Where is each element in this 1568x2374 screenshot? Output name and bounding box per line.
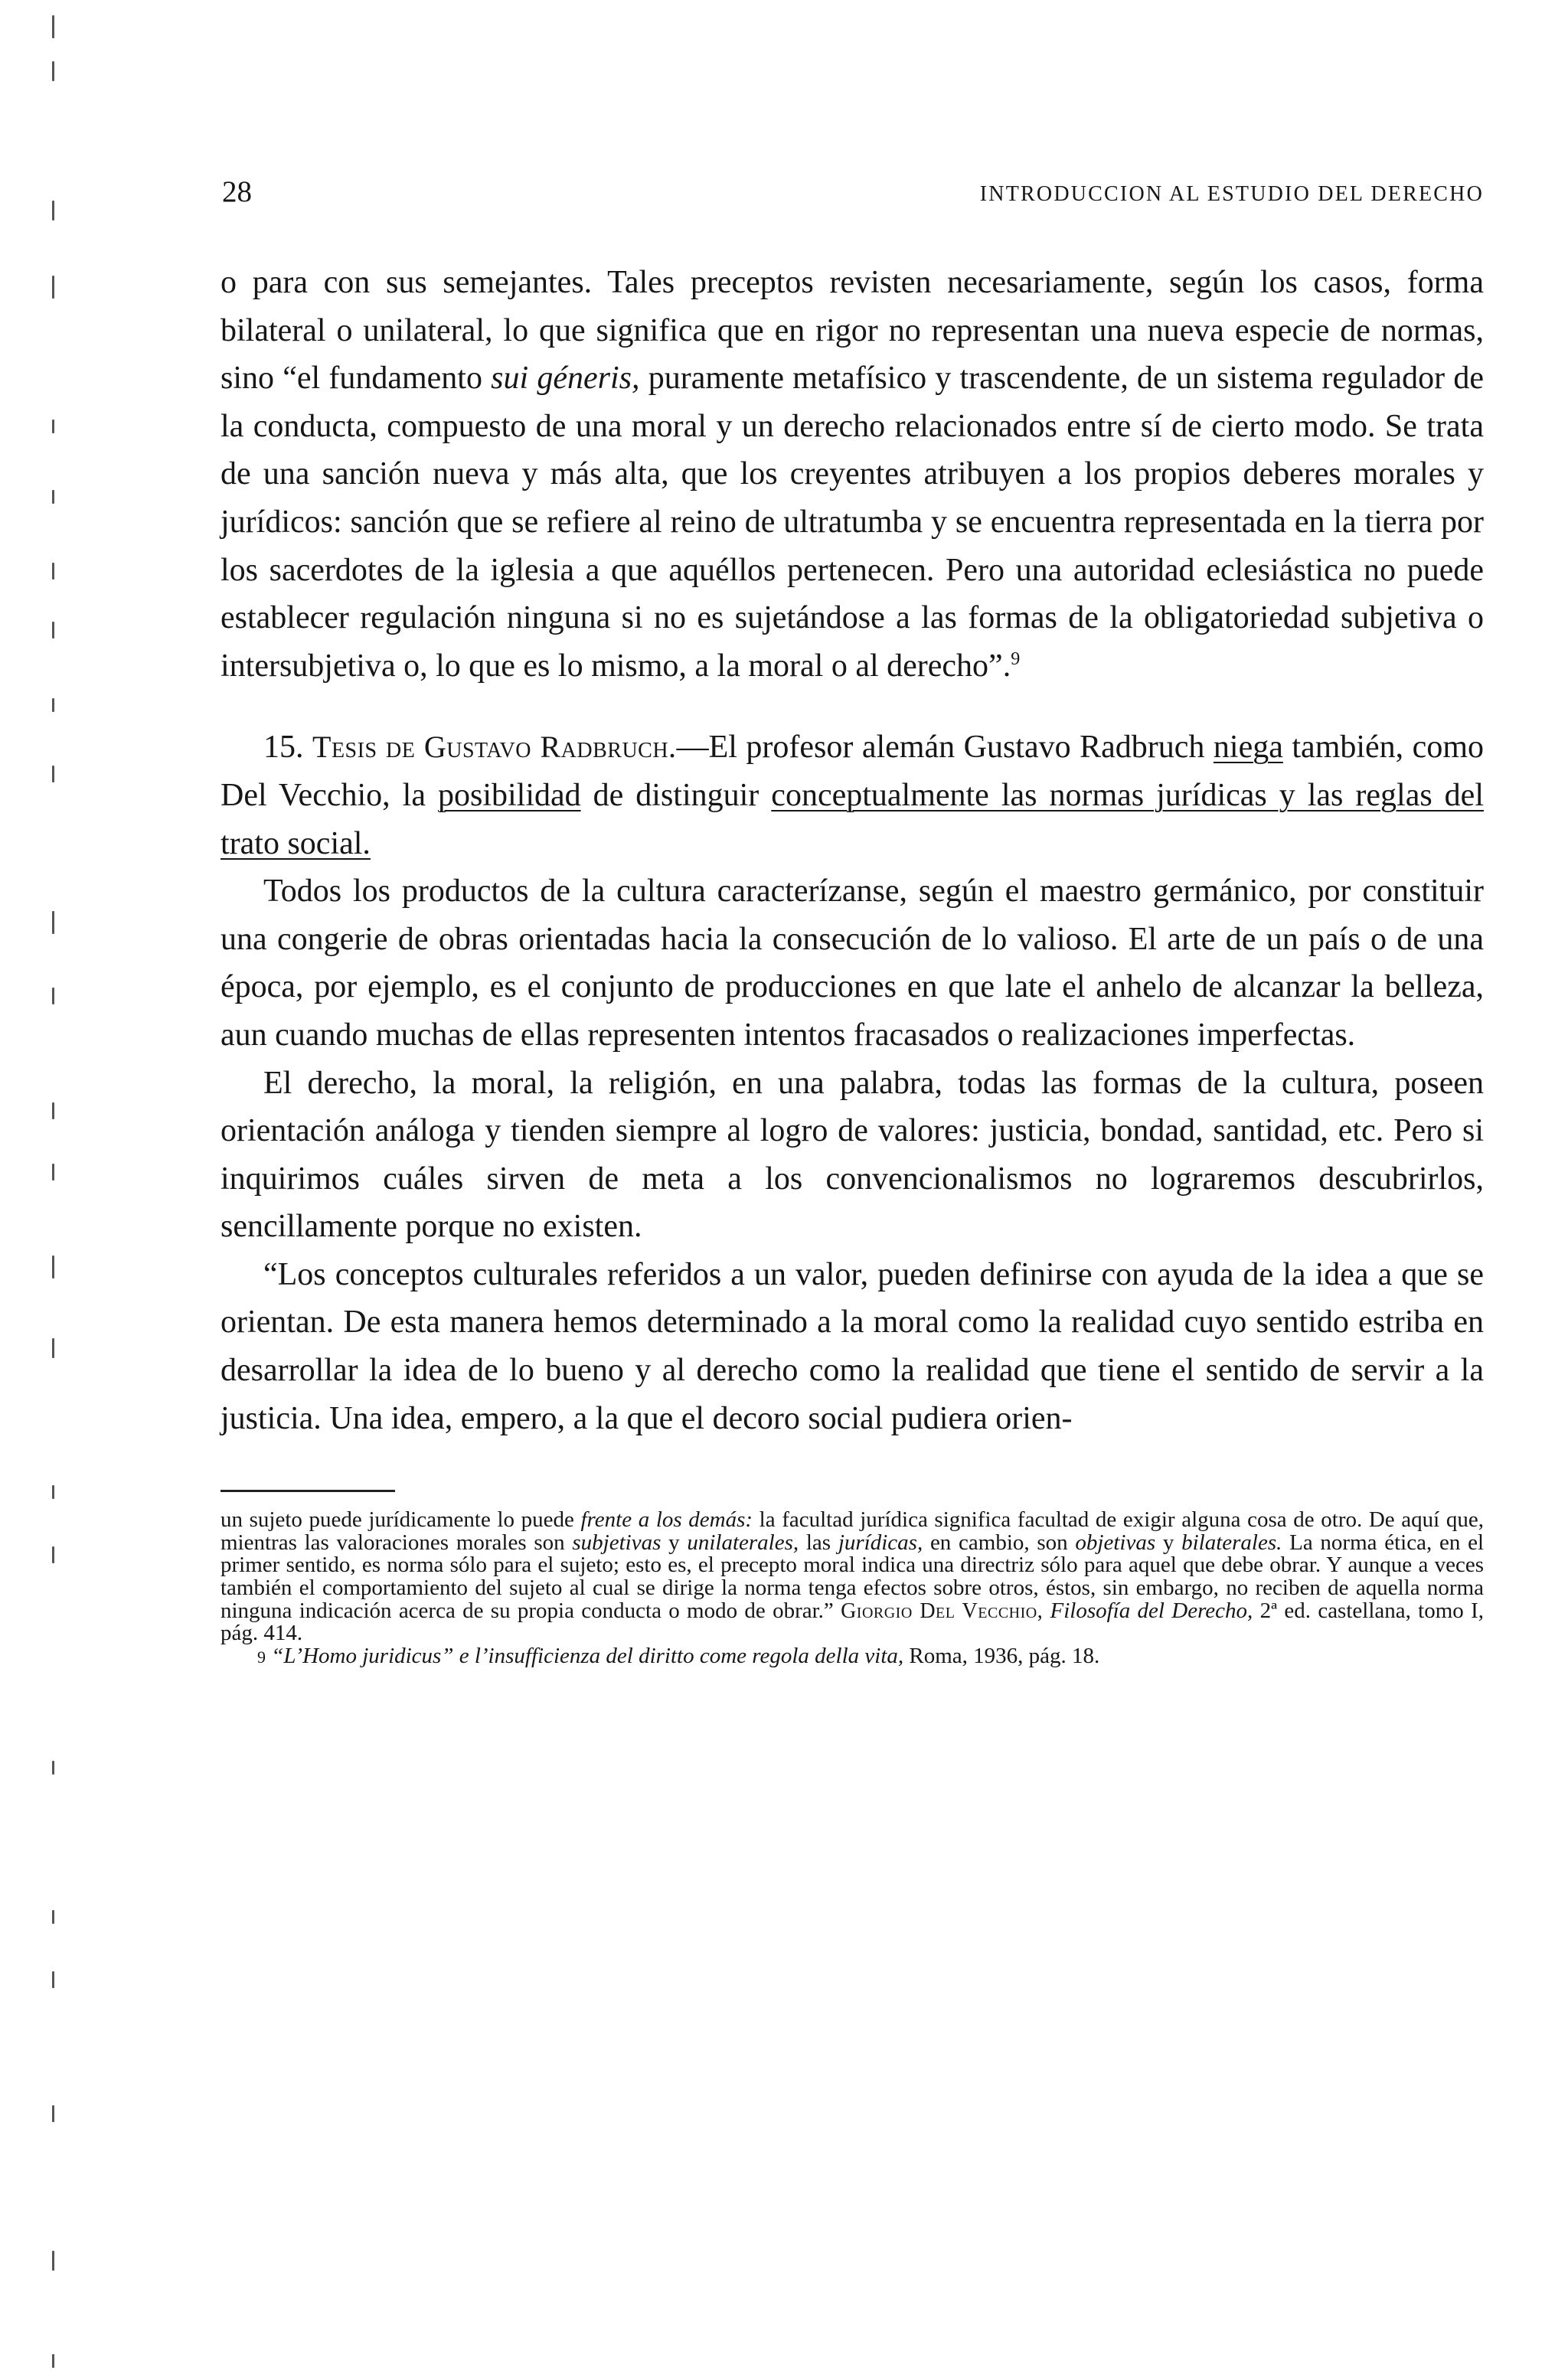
- paragraph-derecho-moral: El derecho, la moral, la religión, en una palabra, todas las formas de la cultura, poseen orientación análoga y tienden siempre al logro de valores: justicia, bondad, santidad, etc. Pero si inquirimos cuáles sirven de meta a los convencionalismos no lograremos descubrirlos, sencillamente porque no existen.: [220, 1065, 1484, 1245]
- underlined-niega: niega: [1213, 730, 1283, 766]
- scan-edge-marks: [49, 0, 61, 2374]
- paragraph-quote: “Los conceptos culturales referidos a un valor, pueden definirse con ayuda de la idea a que se orientan. De esta manera hemos determinado a la moral como la realidad cuyo sentido estriba en desarrollar la idea de lo bueno y al derecho como la realidad que tiene el sentido de servir a la justicia. Una idea, empero, a la que el decoro social pudiera orien-: [220, 1256, 1484, 1436]
- footnote-ref-9: 9: [1011, 648, 1021, 669]
- author-name: Giorgio Del Vecchio,: [841, 1598, 1044, 1623]
- footnote-continuation: un sujeto puede jurídicamente lo puede frente a los demás: la facultad jurídica significa facultad de exigir alguna cosa de otro. De aquí que, mientras las valoraciones morales son subjetivas y unilaterales, las jurídicas, en cambio, son objetivas y bilaterales. La norma ética, en el primer sentido, es norma sólo para el sujeto; esto es, el precepto moral indica una directriz sólo para aquel que debe obrar. Y aunque a veces también el comportamiento del sujeto al cual se dirige la norma tenga efectos sobre otros, éstos, sin embargo, no reciben de aquella norma ninguna indicación acerca de su propia conducta o modo de obrar.” Giorgio Del Vecchio, Filosofía del Derecho, 2ª ed. castellana, tomo I, pág. 414.: [220, 1507, 1485, 1646]
- underlined-phrase: conceptualmente las normas jurídicas y las reglas del trato social.: [220, 777, 1484, 861]
- main-text: [220, 259, 1484, 1442]
- section-title: Tesis de Gustavo Radbruch.: [312, 730, 677, 765]
- footnotes: [220, 1509, 1484, 1668]
- section-15-paragraph: 15. Tesis de Gustavo Radbruch.—El profesor alemán Gustavo Radbruch niega también, como Del Vecchio, la posibilidad de distinguir conceptualmente las normas jurídicas y las reglas del trato social.: [220, 730, 1484, 861]
- paragraph-cultura: Todos los productos de la cultura caracterízanse, según el maestro germánico, por constituir una congerie de obras orientadas hacia la consecución de lo valioso. El arte de un país o de una época, por ejemplo, es el conjunto de producciones en que late el anhelo de alcanzar la belleza, aun cuando muchas de ellas representen intentos fracasados o realizaciones imperfectas.: [220, 874, 1484, 1053]
- footnote-9: 9 “L’Homo juridicus” e l’insufficienza del diritto come regola della vita, Roma, 1936, pág. 18.: [257, 1643, 1100, 1668]
- underlined-posibilidad: posibilidad: [437, 777, 581, 813]
- running-head: [220, 175, 1484, 224]
- footnote-rule: [220, 1490, 395, 1492]
- running-title: INTRODUCCION AL ESTUDIO DEL DERECHO: [979, 182, 1484, 206]
- page-number: 28: [222, 175, 252, 208]
- footnote-number: 9: [257, 1647, 266, 1667]
- section-number: 15.: [263, 730, 304, 766]
- book-page: [220, 175, 1484, 1668]
- paragraph-continuation: o para con sus semejantes. Tales preceptos revisten necesariamente, según los casos, forma bilateral o unilateral, lo que significa que en rigor no representan una nueva especie de normas, sino “el fundamento sui géneris, puramente metafísico y trascendente, de un sistema regulador de la conducta, compuesto de una moral y un derecho relacionados entre sí de cierto modo. Se trata de una sanción nueva y más alta, que los creyentes atribuyen a los propios deberes morales y jurídicos: sanción que se refiere al reino de ultratumba y se encuentra representada en la tierra por los sacerdotes de la iglesia a que aquéllos pertenecen. Pero una autoridad eclesiástica no puede establecer regulación ninguna si no es sujetándose a las formas de la obligatoriedad subjetiva o intersubjetiva o, lo que es lo mismo, a la moral o al derecho”.$^9$: [220, 265, 1485, 684]
